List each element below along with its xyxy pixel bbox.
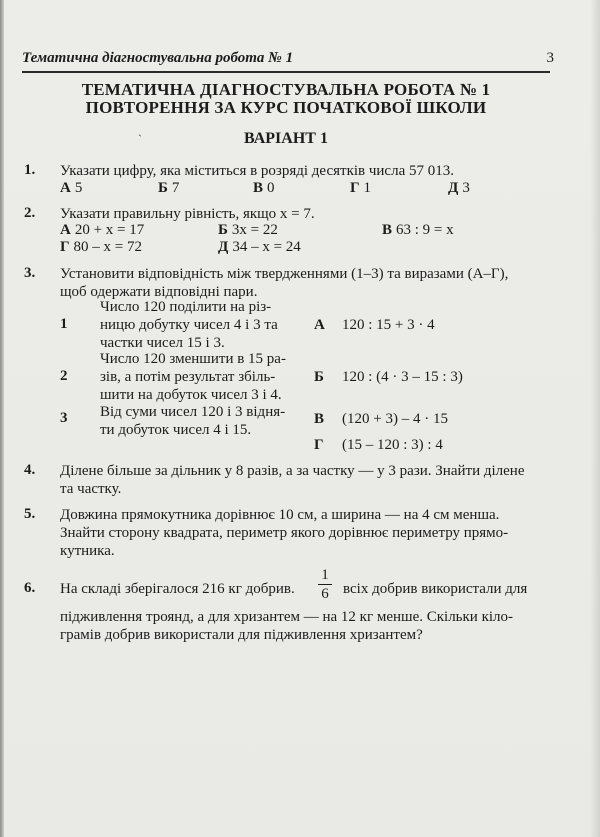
option-value: 80 – x = 72 xyxy=(73,239,143,255)
option-letter: Д xyxy=(218,239,229,255)
q3-text-line-2: щоб одержати відповідні пари. xyxy=(60,284,258,300)
q6-line-1-before: На складі зберігалося 216 кг добрив. xyxy=(60,581,295,597)
statement-3-line-1: Від суми чисел 120 і 3 відня- xyxy=(100,404,286,420)
q2-option-g xyxy=(60,239,142,256)
q1-text: Указати цифру, яка міститься в розряді десятків числа 57 013. xyxy=(60,163,454,179)
q3-number: 3. xyxy=(24,265,36,281)
expression-letter: А xyxy=(314,317,325,333)
statement-number: 3 xyxy=(60,410,68,426)
q5-line-2: Знайти сторону квадрата, периметр якого дорівнює периметру прямо- xyxy=(60,525,509,541)
option-letter: Д xyxy=(448,180,459,196)
q2-option-v xyxy=(382,222,454,239)
option-value: 34 – x = 24 xyxy=(232,239,301,255)
option-letter: Б xyxy=(218,222,228,238)
q1-number: 1. xyxy=(24,162,36,178)
statement-3-line-2: ти добуток чисел 4 і 15. xyxy=(100,422,252,438)
q5-number: 5. xyxy=(24,506,36,522)
expression-b-value: 120 : (4 · 3 – 15 : 3) xyxy=(342,369,463,385)
option-letter: В xyxy=(382,222,393,238)
q5-line-3: кутника. xyxy=(60,543,115,559)
page-title-line-1: ТЕМАТИЧНА ДІАГНОСТУВАЛЬНА РОБОТА № 1 xyxy=(81,80,491,99)
q6-line-1-after: всіх добрив використали для xyxy=(343,581,528,597)
q6-fraction xyxy=(318,567,332,602)
expression-g xyxy=(314,437,324,454)
q4-number: 4. xyxy=(24,462,36,478)
expression-v xyxy=(314,411,324,428)
page-number: 3 xyxy=(546,50,554,66)
option-value: 5 xyxy=(74,180,83,196)
statement-2-line-2: зів, а потім результат збіль- xyxy=(100,369,276,385)
option-letter: Б xyxy=(158,180,168,196)
option-letter: А xyxy=(60,222,71,238)
q6-line-2: підживлення троянд, а для хризантем — на 12 кг менше. Скільки кіло- xyxy=(60,609,514,625)
expression-b xyxy=(314,369,324,386)
option-value: 3x = 22 xyxy=(231,222,278,238)
option-value: 63 : 9 = x xyxy=(396,222,454,238)
option-letter: В xyxy=(253,180,264,196)
running-head xyxy=(22,50,554,73)
expression-a xyxy=(314,317,325,334)
q2-text: Указати правильну рівність, якщо x = 7. xyxy=(60,206,315,222)
q1-option-d xyxy=(448,180,470,197)
statement-number: 2 xyxy=(60,368,68,384)
option-value: 3 xyxy=(462,180,470,196)
option-letter: А xyxy=(60,180,71,196)
statement-1-line-1: Число 120 поділити на різ- xyxy=(100,299,272,315)
expression-letter: Г xyxy=(314,437,324,453)
q4-line-1: Ділене більше за дільник у 8 разів, а за частку — у 3 рази. Знайти ділене xyxy=(60,463,525,479)
stray-mark: ˋ xyxy=(138,132,142,146)
statement-1-line-2: ницю добутку чисел 4 і 3 та xyxy=(100,317,278,333)
page-edge-shadow xyxy=(590,0,600,837)
expression-g-value: (15 – 120 : 3) : 4 xyxy=(342,437,443,453)
running-head-title: Тематична діагностувальна робота № 1 xyxy=(22,50,294,66)
q2-option-d xyxy=(218,239,301,256)
q6-number: 6. xyxy=(24,580,36,596)
q1-option-g xyxy=(350,180,371,197)
expression-letter: В xyxy=(314,411,325,427)
fraction-numerator: 1 xyxy=(321,567,329,583)
statement-2-line-1: Число 120 зменшити в 15 ра- xyxy=(100,351,286,367)
expression-v-value: (120 + 3) – 4 · 15 xyxy=(342,411,448,427)
page-spine-shadow xyxy=(0,0,4,837)
q1-option-a xyxy=(60,180,82,197)
q4-line-2: та частку. xyxy=(60,481,122,497)
expression-a-value: 120 : 15 + 3 · 4 xyxy=(342,317,435,333)
fraction-bar xyxy=(318,584,332,585)
q2-option-b xyxy=(218,222,278,239)
option-value: 1 xyxy=(363,180,372,196)
option-value: 20 + x = 17 xyxy=(74,222,145,238)
option-letter: Г xyxy=(350,180,360,196)
statement-number: 1 xyxy=(60,316,68,332)
q6-line-3: грамів добрив використали для підживлення хризантем? xyxy=(60,627,423,643)
q1-option-b xyxy=(158,180,179,197)
option-value: 0 xyxy=(267,180,275,196)
option-value: 7 xyxy=(171,180,180,196)
fraction-denominator: 6 xyxy=(321,586,329,602)
q1-option-v xyxy=(253,180,275,197)
q3-text-line-1: Установити відповідність між твердженнями (1–3) та виразами (А–Г), xyxy=(60,266,509,282)
q5-line-1: Довжина прямокутника дорівнює 10 см, а ширина — на 4 см менша. xyxy=(60,507,500,523)
q2-number: 2. xyxy=(24,205,36,221)
expression-letter: Б xyxy=(314,369,324,385)
q2-option-a xyxy=(60,222,144,239)
statement-1-line-3: частки чисел 15 і 3. xyxy=(100,335,225,351)
page-title-line-2: ПОВТОРЕННЯ ЗА КУРС ПОЧАТКОВОЇ ШКОЛИ xyxy=(85,98,487,117)
variant-heading: ВАРІАНТ 1 xyxy=(244,130,328,147)
option-letter: Г xyxy=(60,239,70,255)
statement-2-line-3: шити на добуток чисел 3 і 4. xyxy=(100,387,282,403)
